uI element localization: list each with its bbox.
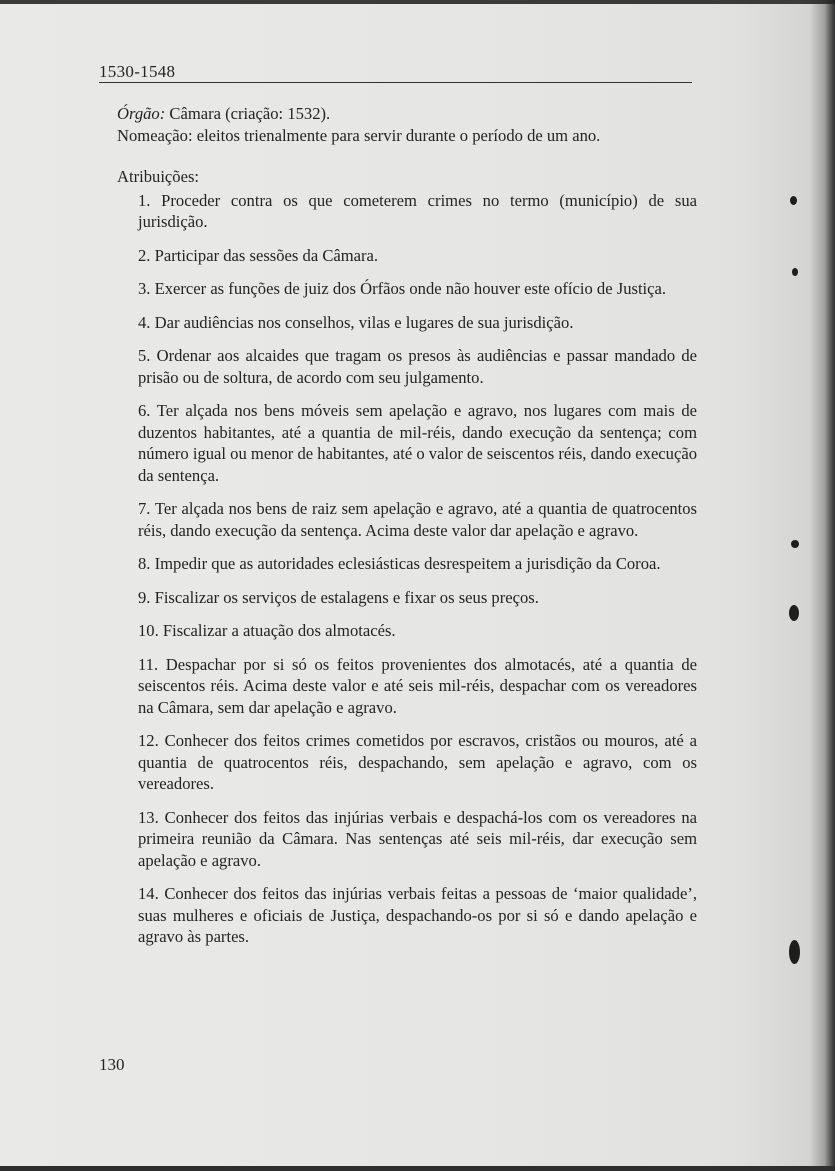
scan-top-edge bbox=[0, 0, 835, 4]
scan-speck bbox=[790, 196, 797, 205]
list-item: 2. Participar das sessões da Câmara. bbox=[138, 245, 379, 265]
scan-speck bbox=[789, 940, 800, 964]
header-rule bbox=[99, 82, 692, 83]
list-item: 7. Ter alçada nos bens de raiz sem apelação e agravo, até a quantia de quatrocentos réis, dando execução da sentença. Acima deste valor dar apelação e agravo. bbox=[138, 499, 697, 540]
orgao-text: Câmara (criação: 1532). bbox=[165, 104, 331, 123]
list-item: 10. Fiscalizar a atuação dos almotacés. bbox=[138, 621, 396, 640]
atribuicoes-list bbox=[117, 190, 697, 948]
orgao-line bbox=[117, 103, 697, 125]
list-item: 4. Dar audiências nos conselhos, vilas e lugares de sua jurisdição. bbox=[138, 312, 574, 332]
list-item: 3. Exercer as funções de juiz dos Órfãos onde não houver este ofício de Justiça. bbox=[138, 279, 667, 298]
list-item: 9. Fiscalizar os serviços de estalagens e fixar os seus preços. bbox=[138, 587, 539, 607]
list-item: 1. Proceder contra os que cometerem crimes no termo (município) de sua jurisdição. bbox=[138, 190, 697, 231]
orgao-label: Órgão: bbox=[117, 104, 166, 123]
running-head: 1530-1548 bbox=[99, 62, 176, 81]
list-item: 6. Ter alçada nos bens móveis sem apelação e agravo, nos lugares com mais de duzentos habitantes, até a quantia de mil-réis, dando execução da sentença; com número igual ou menor de habitantes, até o valor de seiscentos réis, dando execução da sentença. bbox=[138, 401, 697, 485]
nomeacao-paragraph: Nomeação: eleitos trienalmente para servir durante o período de um ano. bbox=[117, 125, 601, 145]
page-number: 130 bbox=[99, 1055, 125, 1074]
scan-speck bbox=[792, 268, 798, 276]
scan-bottom-edge bbox=[0, 1166, 835, 1171]
list-item: 13. Conhecer dos feitos das injúrias verbais e despachá-los com os vereadores na primeira reunião da Câmara. Nas sentenças até seis mil-réis, dar execução sem apelação e agravo. bbox=[138, 807, 697, 870]
list-item: 11. Despachar por si só os feitos provenientes dos almotacés, até a quantia de seiscentos réis. Acima deste valor e até seis mil-réis, despachar com os vereadores na Câmara, sem dar apelação e agravo. bbox=[138, 654, 697, 717]
list-item: 12. Conhecer dos feitos crimes cometidos por escravos, cristãos ou mouros, até a quantia de quatrocentos réis, despachando, sem apelação e agravo, com os vereadores. bbox=[138, 731, 697, 793]
atribuicoes-heading: Atribuições: bbox=[117, 167, 200, 186]
scan-speck bbox=[791, 540, 799, 548]
list-item: 14. Conhecer dos feitos das injúrias verbais feitas a pessoas de ‘maior qualidade’, suas mulheres e oficiais de Justiça, despachando-os por si só e dando apelação e agravo às partes. bbox=[138, 884, 697, 946]
list-item: 8. Impedir que as autoridades eclesiásticas desrespeitem a jurisdição da Coroa. bbox=[138, 554, 661, 573]
list-item: 5. Ordenar aos alcaides que tragam os presos às audiências e passar mandado de prisão ou de soltura, de acordo com seu julgamento. bbox=[138, 346, 697, 387]
page-body bbox=[117, 103, 697, 948]
scan-speck bbox=[789, 605, 799, 621]
page-gutter-shadow bbox=[809, 0, 835, 1171]
